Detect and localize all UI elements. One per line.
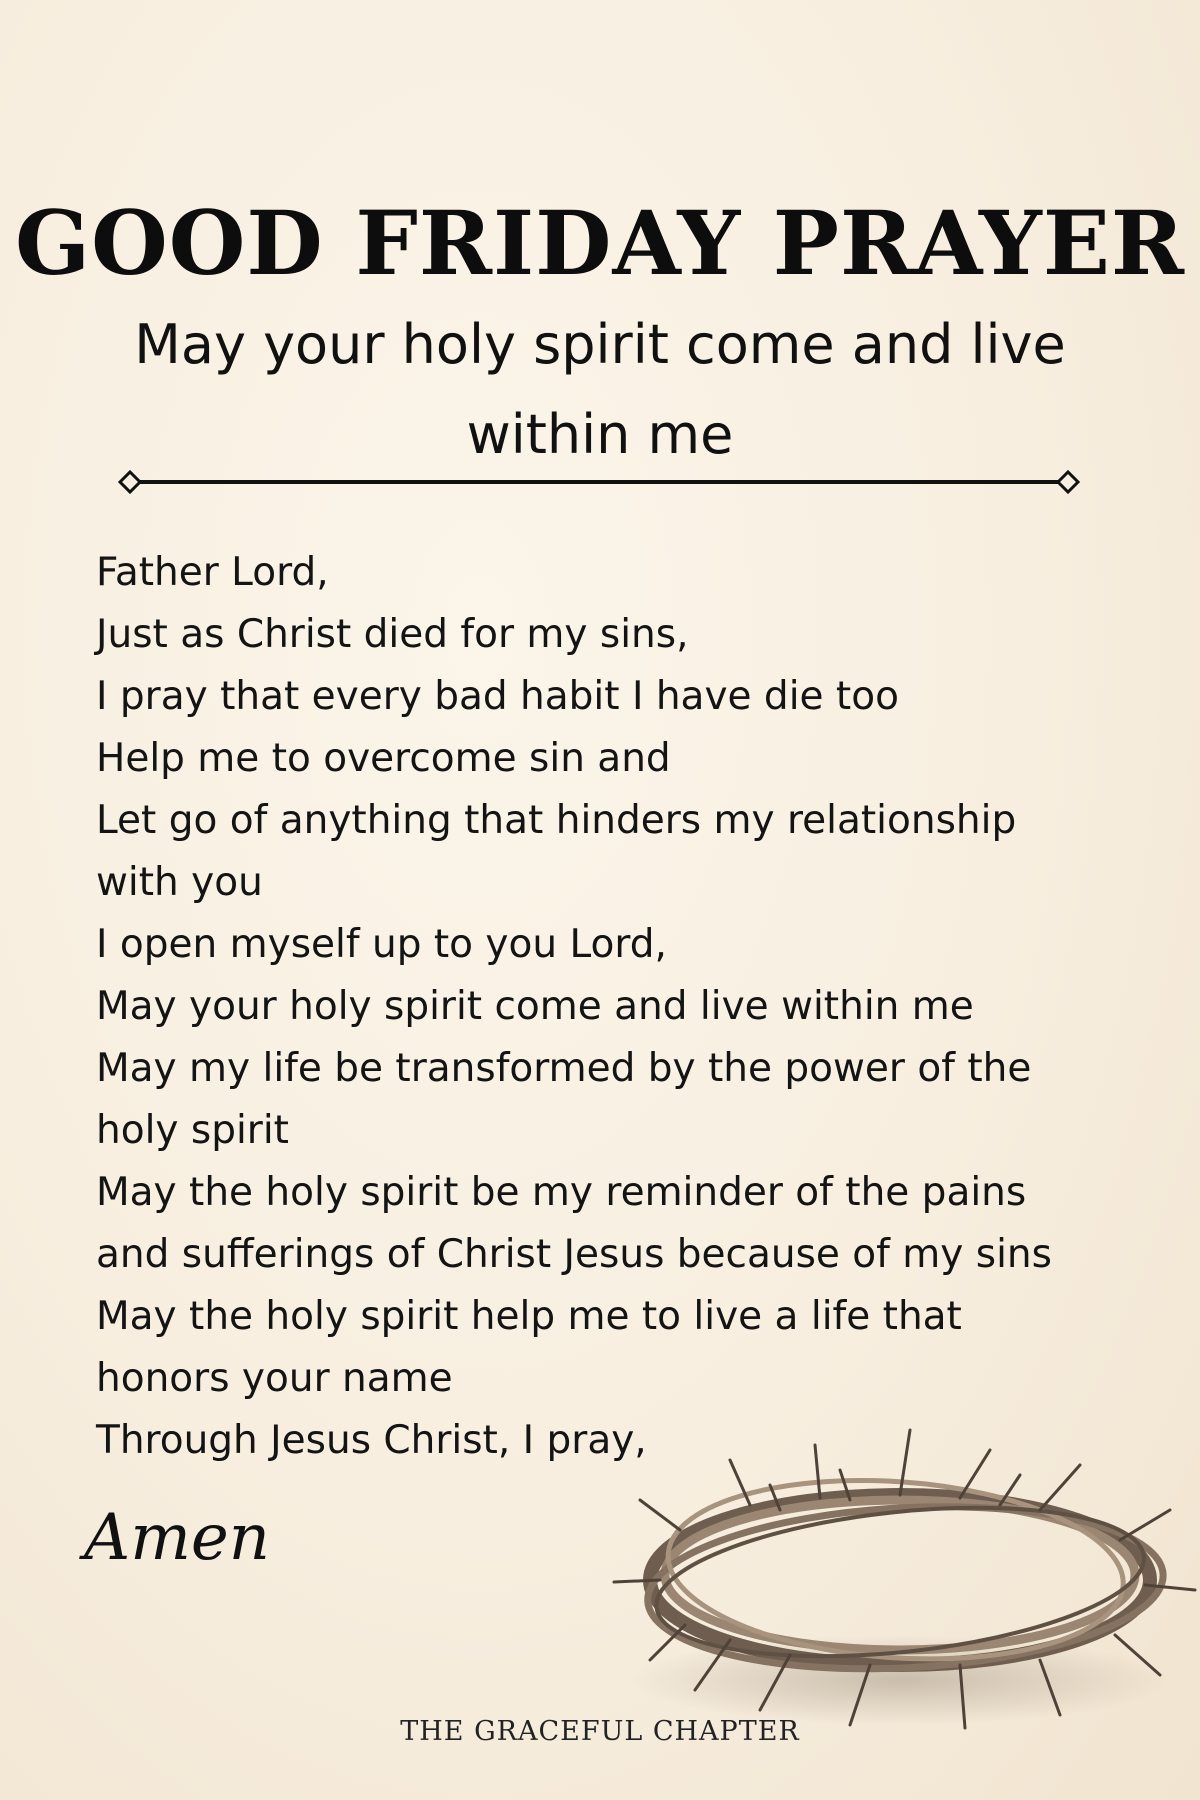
prayer-text: [96, 542, 1096, 1472]
prayer-line: Let go of anything that hinders my relationship: [96, 798, 1017, 843]
prayer-line: Help me to overcome sin and: [96, 736, 671, 781]
subtitle: May your holy spirit come and live within me: [134, 313, 1066, 466]
prayer-line: I open myself up to you Lord,: [96, 922, 667, 967]
brand-footer: THE GRACEFUL CHAPTER: [400, 1716, 800, 1747]
crown-of-thorns-icon: [600, 1410, 1200, 1740]
prayer-line: May my life be transformed by the power of the: [96, 1046, 1032, 1091]
prayer-line: May the holy spirit be my reminder of the pains: [96, 1170, 1027, 1215]
prayer-line: with you: [96, 860, 263, 905]
prayer-line: I pray that every bad habit I have die too: [96, 674, 899, 719]
prayer-line: Through Jesus Christ, I pray,: [96, 1418, 647, 1463]
prayer-line: May your holy spirit come and live within me: [96, 984, 974, 1029]
prayer-line: May the holy spirit help me to live a life that: [96, 1294, 962, 1339]
page-title: GOOD FRIDAY PRAYER: [14, 191, 1186, 295]
divider: [118, 468, 1080, 496]
prayer-line: Father Lord,: [96, 550, 329, 595]
prayer-line: and sufferings of Christ Jesus because of my sins: [96, 1232, 1052, 1277]
prayer-line: honors your name: [96, 1356, 453, 1401]
amen-signature: Amen: [84, 1501, 270, 1575]
prayer-line: Just as Christ died for my sins,: [96, 612, 689, 657]
prayer-line: holy spirit: [96, 1108, 289, 1153]
